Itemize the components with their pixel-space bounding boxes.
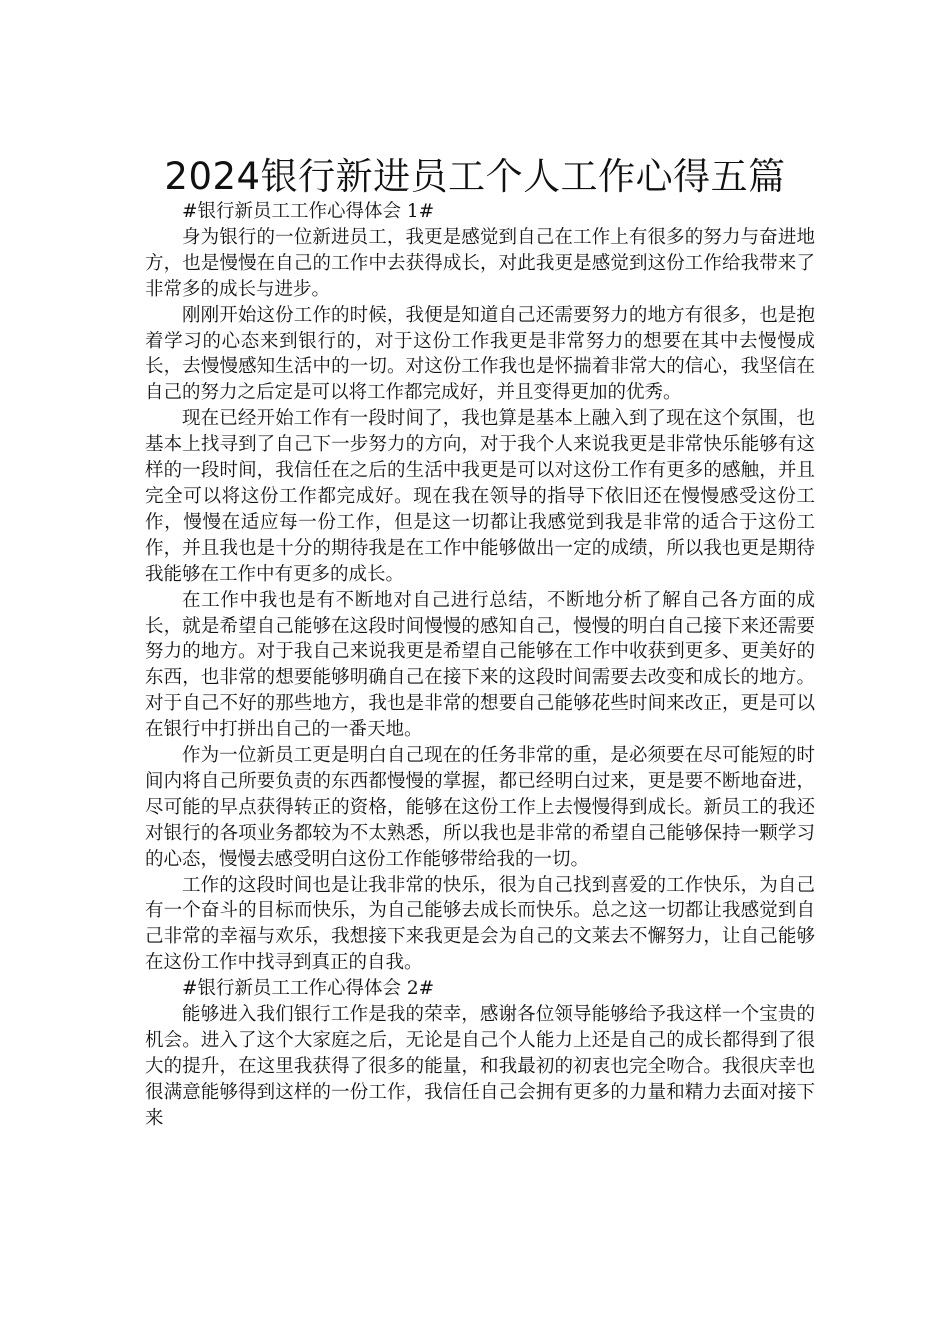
paragraph: 身为银行的一位新进员工，我更是感觉到自己在工作上有很多的努力与奋进地方，也是慢慢在自己的工作中去获得成长，对此我更是感觉到这份工作给我带来了非常多的成长与进步。 [145, 226, 815, 300]
section-heading-1: #银行新员工工作心得体会 1# [182, 201, 435, 222]
paragraph: 在工作中我也是有不断地对自己进行总结，不断地分析了解自己各方面的成长，就是希望自己能够在这段时间慢慢的感知自己，慢慢的明白自己接下来还需要努力的地方。对于我自己来说我更是希望自己能够在工作中收获到更多、更美好的东西，也非常的想要能够明确自己在接下来的这段时间需要去改变和成长的地方。对于自己不好的那些地方，我也是非常的想要自己能够花些时间来改正，更是可以在银行中打拼出自己的一番天地。 [145, 589, 815, 741]
paragraph: 作为一位新员工更是明白自己现在的任务非常的重，是必须要在尽可能短的时间内将自己所要负责的东西都慢慢的掌握，都已经明白过来，更是要不断地奋进，尽可能的早点获得转正的资格，能够在这份工作上去慢慢得到成长。新员工的我还对银行的各项业务都较为不太熟悉，所以我也是非常的希望自己能够保持一颗学习的心态，慢慢去感受明白这份工作能够带给我的一切。 [145, 745, 815, 870]
section-heading-2: #银行新员工工作心得体会 2# [182, 978, 435, 1000]
paragraph: 工作的这段时间也是让我非常的快乐，很为自己找到喜爱的工作快乐，为自己有一个奋斗的目标而快乐，为自己能够去成长而快乐。总之这一切都让我感觉到自己非常的幸福与欢乐，我想接下来我更是会为自己的文莱去不懈努力，让自己能够在这份工作中找寻到真正的自我。 [145, 874, 815, 974]
paragraph: 刚刚开始这份工作的时候，我便是知道自己还需要努力的地方有很多，也是抱着学习的心态来到银行的，对于这份工作我更是非常努力的想要在其中去慢慢成长，去慢慢感知生活中的一切。对这份工作我也是怀揣着非常大的信心，我坚信在自己的努力之后定是可以将工作都完成好，并且变得更加的优秀。 [145, 304, 815, 404]
paragraph: 能够进入我们银行工作是我的荣幸，感谢各位领导能够给予我这样一个宝贵的机会。进入了这个大家庭之后，无论是自己个人能力上还是自己的成长都得到了很大的提升，在这里我获得了很多的能量，和我最初的初衷也完全吻合。我很庆幸也很满意能够得到这样的一份工作，我信任自己会拥有更多的力量和精力去面对接下来 [145, 1004, 815, 1129]
document-body [145, 199, 815, 1132]
paragraph: 现在已经开始工作有一段时间了，我也算是基本上融入到了现在这个氛围，也基本上找寻到了自己下一步努力的方向，对于我个人来说我更是非常快乐能够有这样的一段时间，我信任在之后的生活中我更是可以对这份工作有更多的感触，并且完全可以将这份工作都完成好。现在我在领导的指导下依旧还在慢慢感受这份工作，慢慢在适应每一份工作，但是这一切都让我感觉到我是非常的适合于这份工作，并且我也是十分的期待我是在工作中能够做出一定的成绩，所以我也更是期待我能够在工作中有更多的成长。 [145, 408, 815, 585]
document-title: 2024银行新进员工个人工作心得五篇 [164, 154, 786, 198]
